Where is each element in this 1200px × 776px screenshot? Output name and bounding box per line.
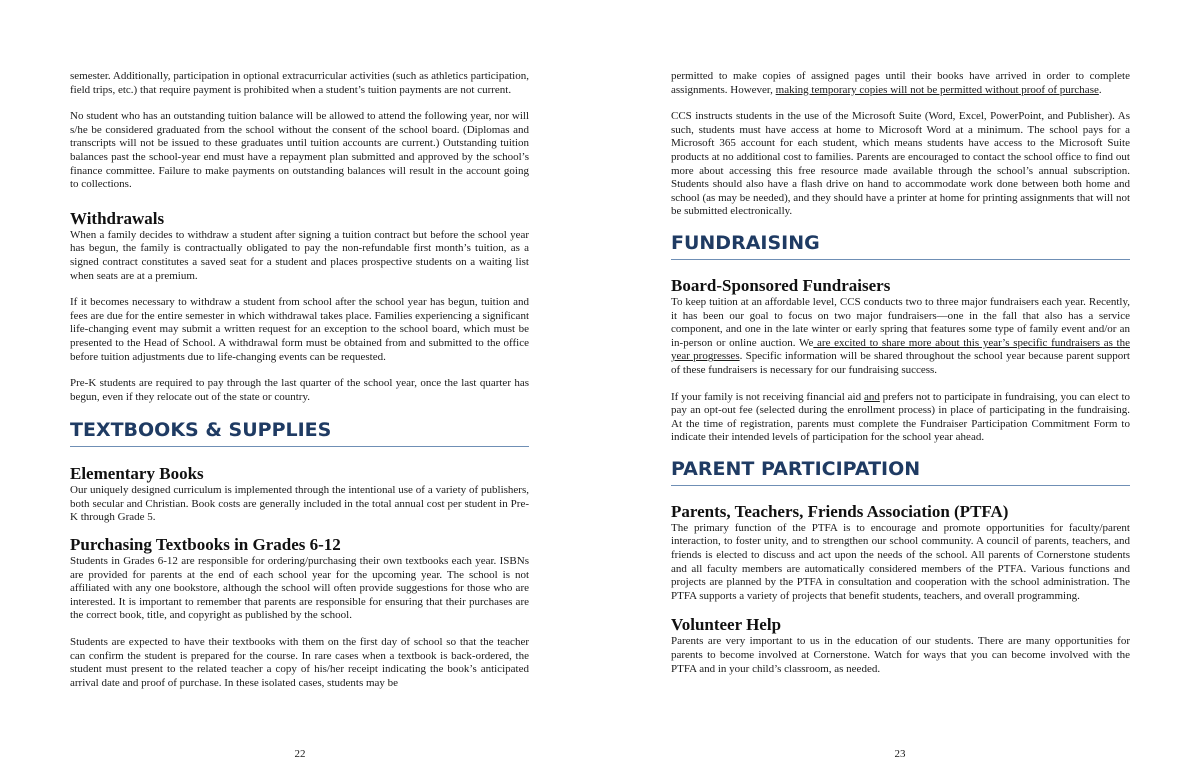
fundraising-section-title: FUNDRAISING — [671, 231, 1130, 260]
opt-out-text: If your family is not receiving financial aid — [671, 390, 864, 403]
board-fundraisers-heading: Board-Sponsored Fundraisers — [671, 275, 891, 295]
textbooks-expected-paragraph: Students are expected to have their textbooks with them on the first day of school so that the teacher can confirm the student is prepared for the course. In rare cases when a textbook is back-ordered, the student must present to the related teacher a copy of his/her receipt indicating the book’s anticipated arrival date and proof of purchase. In these isolated cases, students may be — [70, 636, 529, 689]
volunteer-help-paragraph: Parents are very important to us in the education of our students. There are many opportunities for parents to become involved at Cornerstone. Watch for ways that you can become involved with the PTFA and in your child’s classroom, as needed. — [671, 635, 1130, 675]
withdrawal-before-year-paragraph: When a family decides to withdraw a student after signing a tuition contract but before the school year has begun, the family is contractually obligated to pay the non-refundable first month’s tuition, as a signed contract constitutes a saved seat for a student and places prospective students on a waiting list when seats are at a premium. — [70, 228, 529, 282]
parent-participation-section-title: PARENT PARTICIPATION — [671, 457, 1130, 486]
board-fundraisers-text: To keep tuition at an affordable level, CCS conducts two to three major fundraisers each year. Recently, it has been our goal to focus on two major fundraisers—one in the fall that also has a service component, and one in the late winter or early spring that features some type of family event and/or an in-person or online auction. We — [671, 295, 1130, 349]
elementary-books-paragraph: Our uniquely designed curriculum is implemented through the intentional use of a variety of publishers, both secular and Christian. Book costs are generally included in the total annual cost per student in Pre-K through Grade 5. — [70, 484, 529, 524]
microsoft-suite-paragraph: CCS instructs students in the use of the Microsoft Suite (Word, Excel, PowerPoint, and Publisher). As such, students must have access at home to Microsoft Word at a minimum. The school pays for a Microsoft 365 account for each student, which means students have access to the Microsoft Suite products at no additional cost to families. Parents are encouraged to contact the school office to find out more about accessing this free resource made available through the school’s annual subscription. Students should also have a flash drive on hand to accommodate work done between both home and school (as may be needed), and they should have a printer at home for printing assignments that will not be submitted electronically. — [671, 110, 1130, 218]
right-column — [671, 70, 1130, 676]
ptfa-heading: Parents, Teachers, Friends Association (PTFA) — [671, 501, 1009, 521]
opt-out-text-end: prefers not to participate in fundraising, you can elect to pay an opt-out fee (selected during the enrollment process) in place of participating in the fundraising. At the time of registration, parents must complete the Fundraiser Participation Commitment Form to indicate their intended levels of participation for the school year ahead. — [671, 390, 1130, 444]
outstanding-balance-paragraph: No student who has an outstanding tuition balance will be allowed to attend the following year, nor will s/he be considered graduated from the school without the consent of the school board. (Diplomas and transcripts will not be issued to these graduates until tuition accounts are current.) Outstanding tuition balances past the school-year end must have a repayment plan submitted and approved by the school’s finance committee. Failure to make payments on outstanding balances will result in the account going to collections. — [70, 110, 529, 191]
ptfa-paragraph: The primary function of the PTFA is to encourage and promote opportunities for faculty/parent interaction, to foster unity, and to strengthen our school community. A council of parents, teachers, and friends is elected to discuss and act upon the needs of the school. All parents of Cornerstone students and all faculty members are automatically considered members of the PTFA. Various functions and projects are planned by the PTFA in consultation and cooperation with the school administration. The PTFA supports a variety of projects that benefit students, teachers, and overall programming. — [671, 521, 1130, 602]
page-number-right: 23 — [894, 748, 906, 760]
temporary-copies-text: permitted to make copies of assigned pages until their books have arrived in order to complete assignments. However, — [671, 70, 1130, 96]
prek-paragraph: Pre-K students are required to pay through the last quarter of the school year, once the last quarter has begun, even if they relocate out of the state or country. — [70, 377, 529, 403]
page-number-left: 22 — [294, 748, 306, 760]
purchasing-textbooks-paragraph: Students in Grades 6-12 are responsible for ordering/purchasing their own textbooks each year. ISBNs are provided for parents at the end of each school year for the upcoming year. The school is not affiliated with any one bookstore, although the school will often provide suggestions for those who are interested. It is important to remember that parents are responsible for ensuring that their purchases are the correct book, title, and copyright as published by the school. — [70, 555, 529, 622]
temporary-copies-underlined: making temporary copies will not be permitted without proof of purchase — [775, 83, 1099, 96]
withdrawal-after-year-paragraph: If it becomes necessary to withdraw a student from school after the school year has begun, tuition and fees are due for the entire semester in which withdrawal takes place. Families experiencing a significant life-changing event may submit a written request for an exception to the school board, which must be presented to the Head of School. A withdrawal form must be obtained from and submitted to the office before tuition adjustments due to life-changing events can be requested. — [70, 296, 529, 363]
elementary-books-heading: Elementary Books — [70, 464, 204, 484]
withdrawals-heading: Withdrawals — [70, 208, 165, 228]
board-fundraisers-paragraph — [671, 296, 1130, 378]
purchasing-textbooks-heading: Purchasing Textbooks in Grades 6-12 — [70, 535, 341, 555]
textbooks-supplies-section-title: TEXTBOOKS & SUPPLIES — [70, 418, 529, 447]
temporary-copies-paragraph — [671, 70, 1130, 97]
board-fundraisers-text-end: . Specific information will be shared throughout the school year because parent support of these fundraisers is necessary for our fundraising success. — [671, 350, 1130, 376]
semester-paragraph: semester. Additionally, participation in optional extracurricular activities (such as athletics participation, field trips, etc.) that require payment is prohibited when a student’s tuition payments are not current. — [70, 70, 529, 96]
temporary-copies-end: . — [1098, 83, 1102, 96]
volunteer-help-heading: Volunteer Help — [671, 615, 782, 635]
opt-out-fee-paragraph — [671, 391, 1130, 445]
left-column — [70, 70, 529, 690]
right-page — [600, 0, 1200, 776]
board-fundraisers-underlined: are excited to share more about this year’s specific fundraisers as the year progresses — [671, 336, 1130, 363]
opt-out-underlined: and — [863, 390, 880, 403]
